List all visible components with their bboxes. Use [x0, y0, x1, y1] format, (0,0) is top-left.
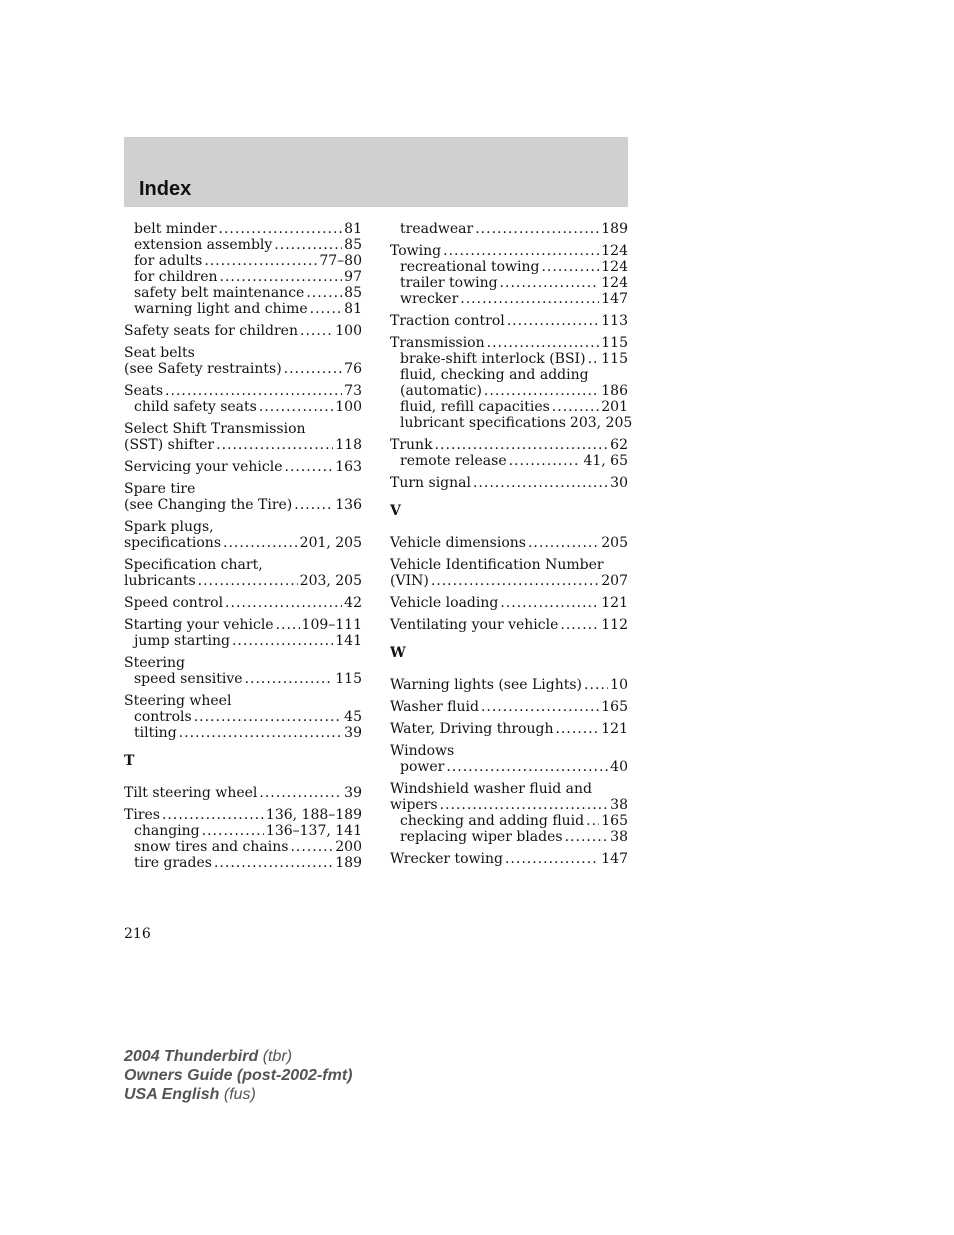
index-line: [390, 797, 628, 813]
entry-text: controls: [134, 709, 192, 725]
index-line: [124, 361, 362, 377]
page-reference: 30: [610, 475, 628, 491]
index-line: [124, 421, 362, 437]
dot-leader: [294, 497, 333, 513]
index-subentry: [390, 453, 628, 469]
index-line: [124, 345, 362, 361]
entry-text: Tilt steering wheel: [124, 785, 258, 801]
page-reference: 77–80: [319, 253, 362, 269]
page-reference: 165: [601, 699, 628, 715]
page-reference: 38: [610, 829, 628, 845]
page-reference: 201, 205: [299, 535, 362, 551]
index-entry: [124, 557, 362, 589]
page-reference: 81: [344, 301, 362, 317]
footer-language-code: (fus): [219, 1086, 256, 1103]
index-subentry: [124, 253, 362, 269]
index-line: [124, 573, 362, 589]
entry-text: (see Changing the Tire): [124, 497, 293, 513]
entry-text: Ventilating your vehicle: [390, 617, 559, 633]
index-subentry: [124, 301, 362, 317]
page-reference: 124: [601, 243, 628, 259]
dot-leader: [219, 221, 343, 237]
page-reference: 141: [335, 633, 362, 649]
entry-text: treadwear: [400, 221, 474, 237]
index-subentry: [390, 221, 628, 237]
dot-leader: [179, 725, 343, 741]
entry-text: wrecker: [400, 291, 459, 307]
dot-leader: [443, 243, 599, 259]
footer-line-2: [124, 1066, 352, 1085]
dot-leader: [259, 785, 342, 801]
index-line: [390, 437, 628, 453]
index-subentry: [124, 399, 362, 415]
index-entry: [390, 781, 628, 845]
dot-leader: [586, 813, 599, 829]
entry-text: wipers: [390, 797, 438, 813]
index-line: [124, 459, 362, 475]
dot-leader: [555, 721, 599, 737]
entry-text: warning light and chime: [134, 301, 308, 317]
index-entry: [124, 221, 362, 317]
index-entry: [124, 421, 362, 453]
dot-leader: [194, 709, 342, 725]
index-subentry: [390, 275, 628, 291]
index-subentry: [124, 855, 362, 871]
index-line: [124, 595, 362, 611]
page-reference: 109–111: [301, 617, 362, 633]
index-line: [390, 535, 628, 551]
entry-text: replacing wiper blades: [400, 829, 563, 845]
page-reference: 207: [601, 573, 628, 589]
document-footer: [124, 1047, 352, 1104]
entry-text: child safety seats: [134, 399, 257, 415]
index-subentry: [390, 259, 628, 275]
entry-text: checking and adding fluid: [400, 813, 585, 829]
index-entry: [390, 243, 628, 307]
dot-leader: [223, 535, 298, 551]
index-entry: [390, 335, 633, 431]
index-line: [390, 721, 628, 737]
index-subentry: [124, 725, 362, 741]
index-entry: [390, 557, 628, 589]
entry-text: Steering: [124, 655, 185, 671]
entry-text: trailer towing: [400, 275, 498, 291]
section-letter: W: [390, 645, 406, 661]
index-subentry: [390, 291, 628, 307]
page-reference: 118: [335, 437, 362, 453]
page-reference: 41, 65: [583, 453, 628, 469]
page-reference: 85: [344, 237, 362, 253]
entry-text: lubricant specifications: [400, 415, 566, 431]
entry-text: Wrecker towing: [390, 851, 503, 867]
entry-text: Tires: [124, 807, 160, 823]
dot-leader: [284, 361, 343, 377]
entry-text: Windshield washer fluid and: [390, 781, 592, 797]
index-subentry: [124, 839, 362, 855]
dot-leader: [460, 291, 599, 307]
section-letter: V: [390, 503, 401, 519]
entry-text: changing: [134, 823, 200, 839]
entry-text: Washer fluid: [390, 699, 479, 715]
index-line: [390, 243, 628, 259]
index-entry: [390, 743, 628, 775]
index-subentry: [124, 221, 362, 237]
page-reference: 147: [601, 291, 628, 307]
index-entry: [124, 345, 362, 377]
index-line: [124, 437, 362, 453]
page-reference: 45: [344, 709, 362, 725]
page-reference: 113: [601, 313, 628, 329]
entry-text: Safety seats for children: [124, 323, 298, 339]
entry-text: Speed control: [124, 595, 224, 611]
page-reference: 124: [601, 275, 628, 291]
index-entry: [390, 617, 628, 633]
index-line: [390, 699, 628, 715]
entry-text: (automatic): [400, 383, 482, 399]
dot-leader: [214, 855, 333, 871]
index-entry: [124, 693, 362, 741]
dot-leader: [162, 807, 264, 823]
index-entry: [390, 437, 628, 469]
entry-text: safety belt maintenance: [134, 285, 305, 301]
page-reference: 203, 205: [299, 573, 362, 589]
index-subentry: [390, 829, 628, 845]
dot-leader: [507, 313, 600, 329]
index-entry: [124, 459, 362, 475]
dot-leader: [276, 617, 300, 633]
index-entry: [390, 851, 628, 867]
page-reference: 81: [344, 221, 362, 237]
index-entry: [390, 313, 628, 329]
index-column-right: [390, 221, 633, 873]
index-line: [390, 313, 628, 329]
page-reference: 38: [610, 797, 628, 813]
page-reference: 200: [335, 839, 362, 855]
index-line: [124, 807, 362, 823]
entry-text: for adults: [134, 253, 203, 269]
index-entry: [124, 323, 362, 339]
index-subentry: [124, 269, 362, 285]
dot-leader: [541, 259, 599, 275]
page-reference: 39: [344, 725, 362, 741]
page-reference: 85: [344, 285, 362, 301]
index-line: [124, 323, 362, 339]
index-entry: [390, 721, 628, 737]
index-line: [124, 785, 362, 801]
page-reference: 186: [601, 383, 628, 399]
index-entry: [124, 519, 362, 551]
entry-text: Trunk: [390, 437, 433, 453]
index-line: [124, 693, 362, 709]
dot-leader: [216, 437, 333, 453]
entry-text: Towing: [390, 243, 442, 259]
index-subentry: [390, 813, 628, 829]
dot-leader: [435, 437, 609, 453]
entry-text: Servicing your vehicle: [124, 459, 283, 475]
dot-leader: [446, 759, 608, 775]
dot-leader: [487, 335, 600, 351]
index-line: [390, 781, 628, 797]
entry-text: Spare tire: [124, 481, 196, 497]
page-reference: 121: [601, 595, 628, 611]
page-reference: 76: [344, 361, 362, 377]
page-reference: 136: [335, 497, 362, 513]
entry-text: Traction control: [390, 313, 505, 329]
index-subentry: [124, 237, 362, 253]
entry-text: tilting: [134, 725, 177, 741]
dot-leader: [431, 573, 599, 589]
dot-leader: [300, 323, 333, 339]
entry-text: extension assembly: [134, 237, 273, 253]
footer-model-code: (tbr): [258, 1048, 293, 1065]
index-entry: [390, 595, 628, 611]
page-reference: 163: [335, 459, 362, 475]
index-subentry: [390, 415, 633, 431]
index-entry: [124, 481, 362, 513]
page-reference: 201: [601, 399, 628, 415]
page-reference: 62: [610, 437, 628, 453]
page-reference: 189: [601, 221, 628, 237]
index-line: [124, 557, 362, 573]
page-reference: 97: [344, 269, 362, 285]
entry-text: (see Safety restraints): [124, 361, 282, 377]
index-entry: [124, 785, 362, 801]
index-entry: [124, 617, 362, 649]
index-line: [390, 557, 628, 573]
entry-text: specifications: [124, 535, 222, 551]
footer-language: USA English: [124, 1086, 220, 1103]
entry-text: belt minder: [134, 221, 217, 237]
index-subentry: [124, 709, 362, 725]
dot-leader: [505, 851, 599, 867]
dot-leader: [259, 399, 333, 415]
entry-text: jump starting: [134, 633, 230, 649]
index-line: [390, 335, 628, 351]
dot-leader: [310, 301, 343, 317]
footer-model: 2004 Thunderbird: [124, 1048, 259, 1065]
dot-leader: [290, 839, 333, 855]
entry-text: fluid, checking and adding: [400, 367, 589, 383]
index-line: [124, 383, 362, 399]
index-entry: [390, 221, 628, 237]
dot-leader: [245, 671, 334, 687]
entry-text: for children: [134, 269, 218, 285]
page-reference: 10: [610, 677, 628, 693]
index-line: [124, 519, 362, 535]
dot-leader: [500, 275, 600, 291]
dot-leader: [204, 253, 317, 269]
index-entry: [390, 699, 628, 715]
dot-leader: [285, 459, 334, 475]
page-reference: 121: [601, 721, 628, 737]
index-line: [390, 851, 628, 867]
index-line: [124, 535, 362, 551]
entry-text: Vehicle loading: [390, 595, 499, 611]
index-subentry: [390, 383, 628, 399]
index-entry: [124, 807, 362, 871]
dot-leader: [509, 453, 582, 469]
dot-leader: [202, 823, 264, 839]
entry-text: lubricants: [124, 573, 196, 589]
entry-text: Windows: [390, 743, 455, 759]
entry-text: Turn signal: [390, 475, 471, 491]
entry-text: speed sensitive: [134, 671, 243, 687]
index-subentry: [390, 351, 628, 367]
index-line: [390, 677, 628, 693]
index-line: [390, 475, 628, 491]
index-line: [390, 743, 628, 759]
dot-leader: [584, 677, 608, 693]
page-reference: 203, 205: [569, 415, 633, 431]
page-reference: 100: [335, 399, 362, 415]
page-reference: 136–137, 141: [265, 823, 362, 839]
index-entry: [124, 383, 362, 415]
dot-leader: [473, 475, 608, 491]
dot-leader: [560, 617, 599, 633]
index-entry: [124, 655, 362, 687]
page-reference: 100: [335, 323, 362, 339]
entry-text: brake-shift interlock (BSI): [400, 351, 586, 367]
page-title: Index: [139, 178, 192, 200]
entry-text: tire grades: [134, 855, 212, 871]
entry-text: Steering wheel: [124, 693, 232, 709]
index-line: [390, 573, 628, 589]
dot-leader: [484, 383, 599, 399]
dot-leader: [440, 797, 609, 813]
dot-leader: [552, 399, 599, 415]
entry-text: (SST) shifter: [124, 437, 215, 453]
index-entry: [390, 475, 628, 491]
page-reference: 112: [601, 617, 628, 633]
dot-leader: [306, 285, 342, 301]
index-entry: [390, 535, 628, 551]
footer-line-3: [124, 1085, 352, 1104]
page-reference: 115: [601, 335, 628, 351]
dot-leader: [500, 595, 599, 611]
index-header-bar: [124, 137, 628, 207]
entry-text: Vehicle dimensions: [390, 535, 526, 551]
page-reference: 73: [344, 383, 362, 399]
entry-text: Transmission: [390, 335, 485, 351]
entry-text: Select Shift Transmission: [124, 421, 306, 437]
dot-leader: [565, 829, 609, 845]
entry-text: (VIN): [390, 573, 429, 589]
index-line: [124, 481, 362, 497]
index-subentry: [390, 759, 628, 775]
page-reference: 205: [601, 535, 628, 551]
dot-leader: [220, 269, 343, 285]
index-entry: [124, 595, 362, 611]
index-subentry: [390, 399, 628, 415]
page-reference: 147: [601, 851, 628, 867]
page-reference: 40: [610, 759, 628, 775]
dot-leader: [588, 351, 600, 367]
section-letter: T: [124, 753, 135, 769]
index-subentry: [124, 633, 362, 649]
entry-text: Specification chart,: [124, 557, 263, 573]
page-reference: 136, 188–189: [265, 807, 362, 823]
dot-leader: [198, 573, 298, 589]
index-line: [390, 595, 628, 611]
entry-text: power: [400, 759, 445, 775]
entry-text: Seat belts: [124, 345, 195, 361]
index-subentry: [124, 823, 362, 839]
page-reference: 39: [344, 785, 362, 801]
index-line: [124, 497, 362, 513]
entry-text: Starting your vehicle: [124, 617, 274, 633]
index-line: [124, 655, 362, 671]
index-entry: [390, 677, 628, 693]
entry-text: Spark plugs,: [124, 519, 214, 535]
entry-text: recreational towing: [400, 259, 540, 275]
page-reference: 115: [335, 671, 362, 687]
page-number: 216: [124, 926, 151, 942]
page-reference: 115: [601, 351, 628, 367]
index-column-left: [124, 221, 362, 877]
entry-text: fluid, refill capacities: [400, 399, 550, 415]
index-subentry: [124, 285, 362, 301]
entry-text: Seats: [124, 383, 164, 399]
page-reference: 124: [601, 259, 628, 275]
page-reference: 42: [344, 595, 362, 611]
entry-text: Water, Driving through: [390, 721, 554, 737]
dot-leader: [274, 237, 342, 253]
dot-leader: [165, 383, 342, 399]
page-reference: 165: [601, 813, 628, 829]
entry-text: Warning lights (see Lights): [390, 677, 583, 693]
dot-leader: [232, 633, 333, 649]
index-subentry: [390, 367, 628, 383]
index-line: [390, 617, 628, 633]
dot-leader: [528, 535, 599, 551]
dot-leader: [481, 699, 599, 715]
footer-guide: Owners Guide (post-2002-fmt): [124, 1067, 353, 1084]
entry-text: snow tires and chains: [134, 839, 289, 855]
entry-text: Vehicle Identification Number: [390, 557, 604, 573]
index-subentry: [124, 671, 362, 687]
footer-line-1: [124, 1047, 352, 1066]
dot-leader: [225, 595, 342, 611]
index-line: [124, 617, 362, 633]
page-reference: 189: [335, 855, 362, 871]
entry-text: remote release: [400, 453, 507, 469]
dot-leader: [475, 221, 599, 237]
